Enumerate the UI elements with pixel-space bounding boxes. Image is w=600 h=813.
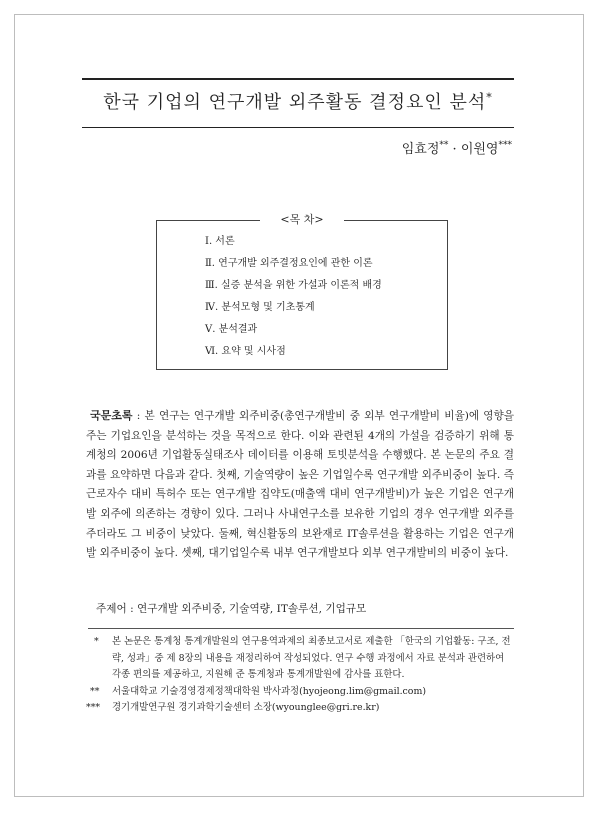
footnote-mark: *** — [86, 702, 101, 714]
footnotes — [86, 634, 516, 717]
toc-list — [205, 236, 382, 368]
abstract — [86, 406, 514, 564]
footnote-text: 서울대학교 기술경영경제정책대학원 박사과정(hyojeong.lim@gmail.com) — [112, 685, 427, 697]
abstract-label: 국문초록 — [90, 409, 133, 422]
keywords: 주제어 : 연구개발 외주비중, 기술역량, IT솔루션, 기업규모 — [96, 603, 367, 615]
title-footnote-mark: * — [486, 91, 493, 104]
footnote-mark: * — [94, 636, 99, 647]
toc-item: Ⅱ. 연구개발 외주결정요인에 관한 이론 — [205, 258, 373, 269]
footnote — [86, 634, 516, 684]
title-bottom-rule — [82, 127, 514, 128]
abstract-text: : 본 연구는 연구개발 외주비중(총연구개발비 중 외부 연구개발비 비율)에 영향을 주는 기업요인을 분석하는 것을 목적으로 한다. 이와 관련된 4개의 가설을 검증하기 위해 통계청의 2006년 기업활동실태조사 데이터를 이용해 토빗분석을 수행했다. 본 논문의 주요 결과를 요약하면 다음과 같다. 첫째, 기술역량이 높은 기업일수록 연구개발 외주비중이 높다. 즉 근로자수 대비 특허수 또는 연구개발 집약도(매출액 대비 연구개발비)가 높은 기업은 연구개발 외주에 의존하는 경향이 있다. 그러나 사내연구소를 보유한 기업의 경우 연구개발 외주를 주더라도 그 비중이 낮았다. 둘째, 혁신활동의 보완재로 IT솔루션을 활용하는 기업은 연구개발 외주비중이 높다. 셋째, 대기업일수록 내부 연구개발보다 외부 연구개발비의 비중이 높다. — [86, 410, 514, 560]
toc-item: Ⅰ. 서론 — [205, 236, 235, 247]
author-name: 임효정 — [401, 142, 440, 157]
author-footnote-mark: ** — [439, 140, 449, 151]
toc-title: <목 차> — [260, 212, 344, 228]
paper-title-text: 한국 기업의 연구개발 외주활동 결정요인 분석 — [103, 92, 487, 113]
toc-item: Ⅵ. 요약 및 시사점 — [205, 346, 286, 357]
toc-item: Ⅳ. 분석모형 및 기초통계 — [205, 302, 315, 313]
footnote-text: 본 논문은 통계청 통계개발원의 연구용역과제의 최종보고서로 제출한 「한국의 기업활동: 구조, 전략, 성과」중 제 8장의 내용을 재정리하여 작성되었다. 연구 수행 과정에서 자료 분석과 관련하여 각종 편의를 제공하고, 지원해 준 통계청과 통계개발원에 감사를 표한다. — [112, 636, 511, 681]
toc-item: Ⅴ. 분석결과 — [205, 324, 258, 335]
title-top-rule — [82, 78, 514, 80]
author-line — [402, 138, 512, 157]
author-name: 이원영 — [460, 142, 499, 157]
paper-title — [82, 88, 514, 114]
author-separator: · — [448, 142, 461, 157]
footnote-mark: ** — [90, 685, 100, 697]
footnote — [86, 700, 516, 717]
footnote-text: 경기개발연구원 경기과학기술센터 소장(wyounglee@gri.re.kr) — [112, 702, 380, 714]
author-footnote-mark: *** — [498, 140, 512, 151]
footnote-rule — [88, 628, 514, 629]
toc-item: Ⅲ. 실증 분석을 위한 가설과 이론적 배경 — [205, 280, 382, 291]
footnote — [86, 684, 516, 701]
